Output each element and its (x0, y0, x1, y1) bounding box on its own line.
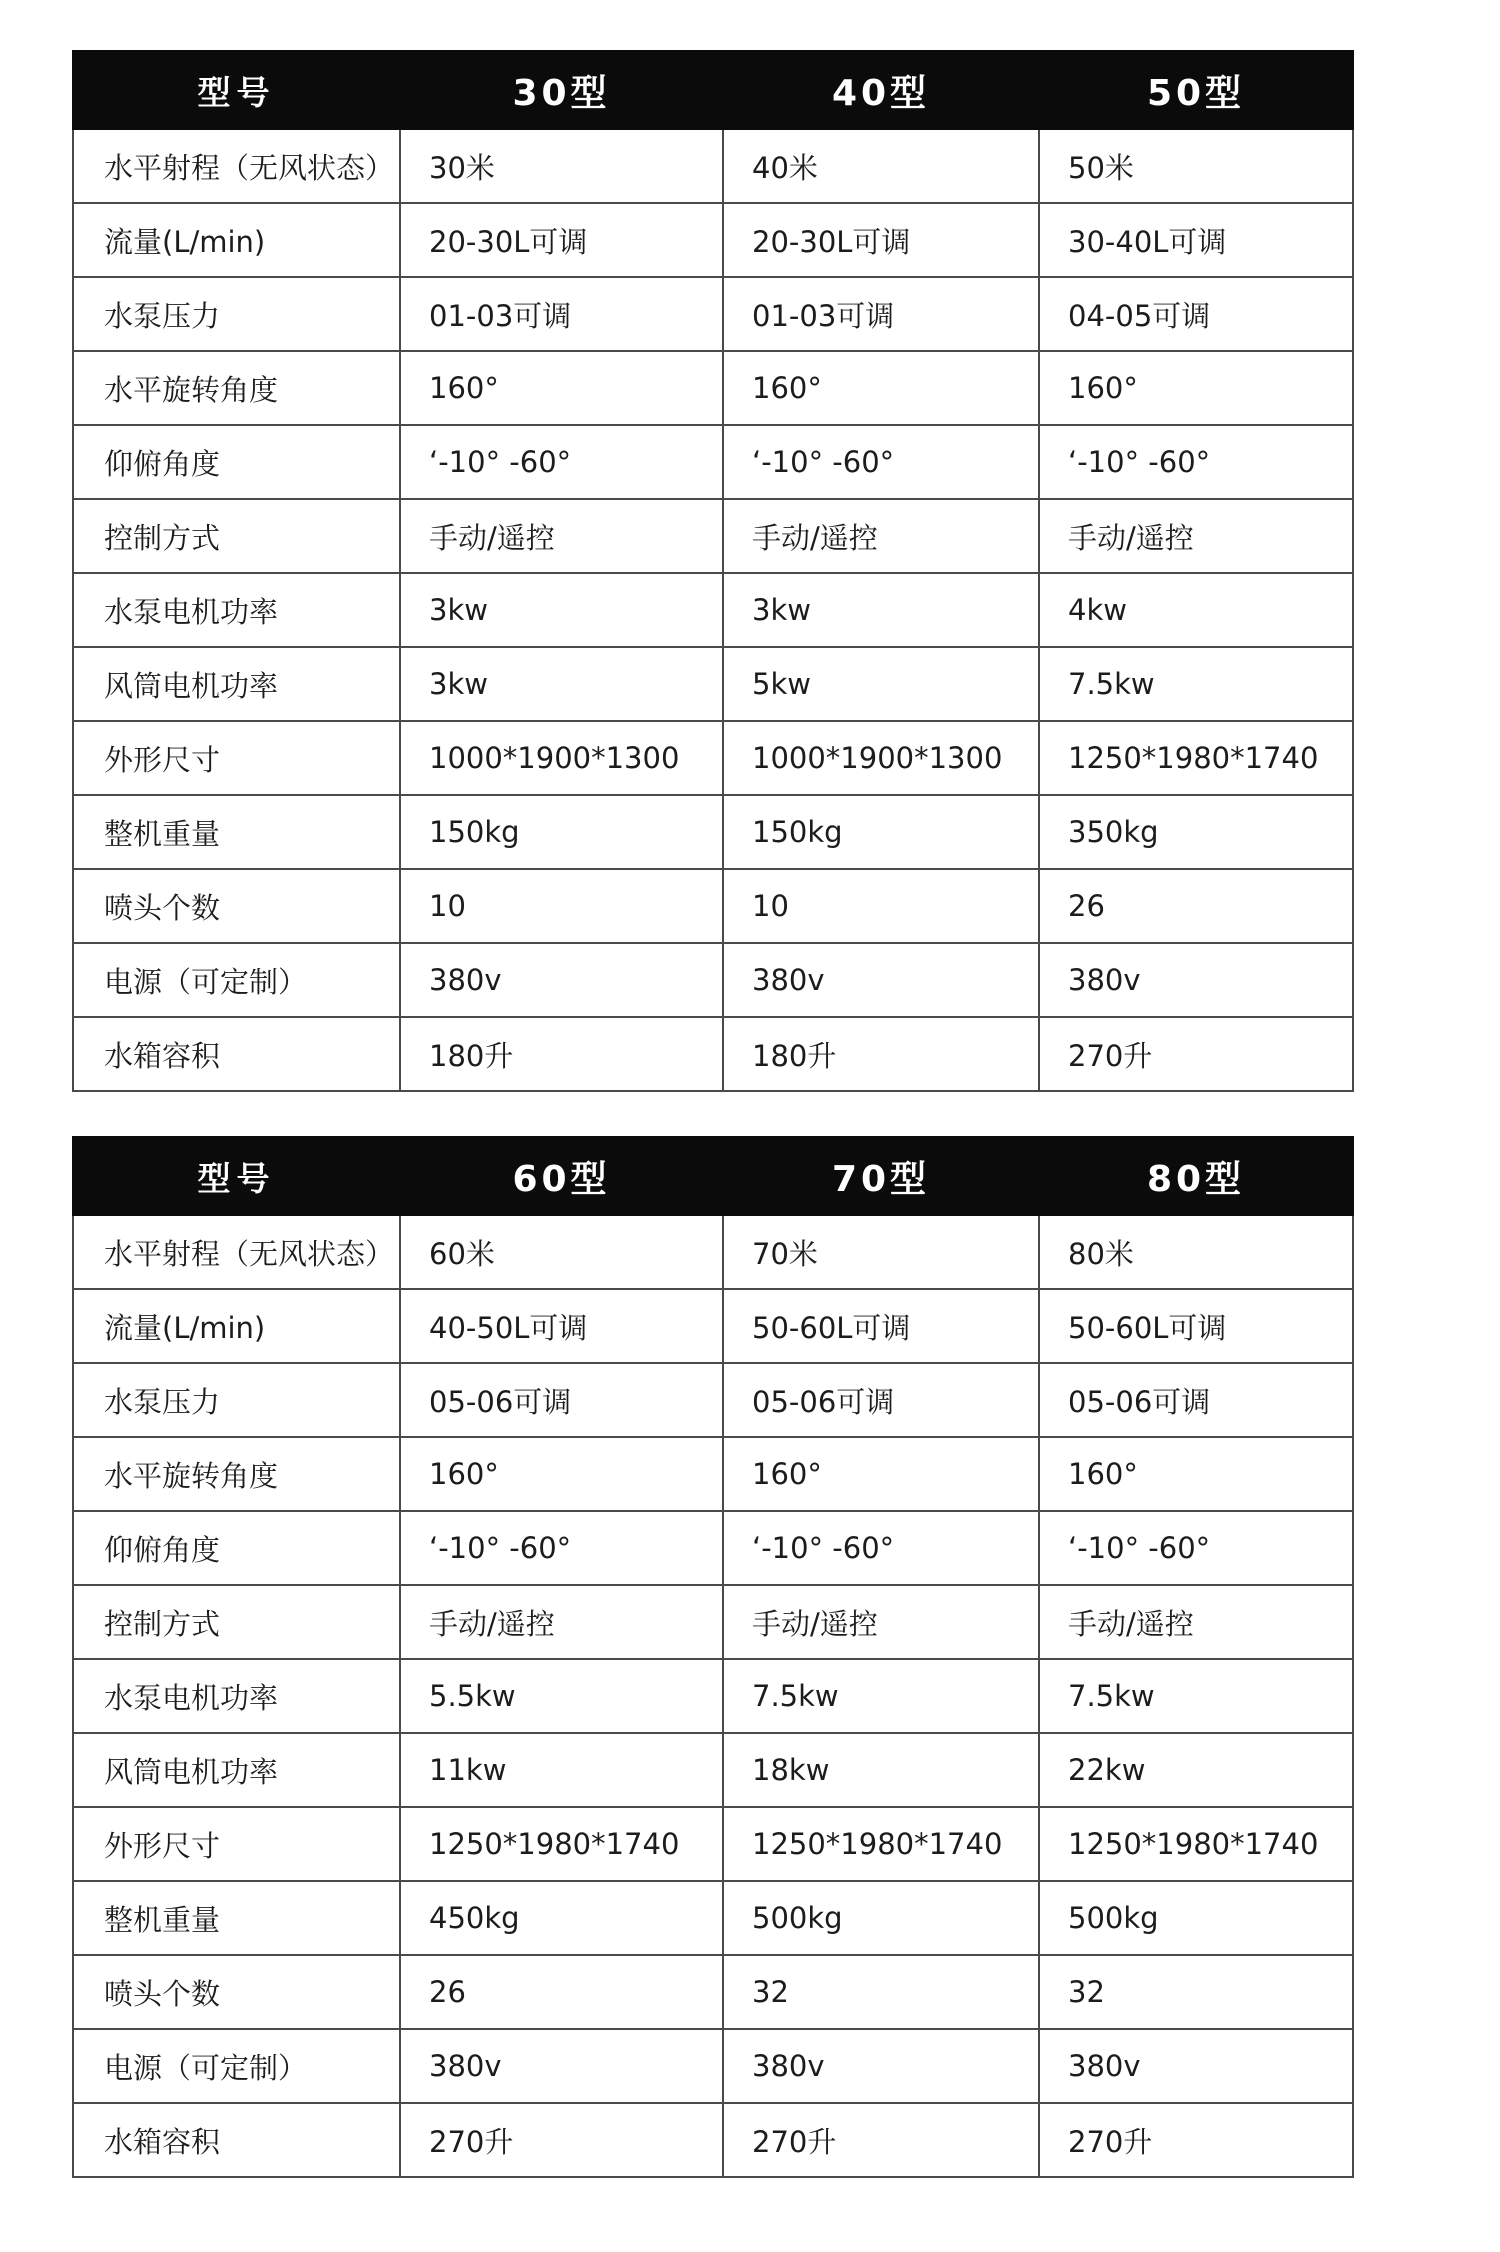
spec-label: 水平旋转角度 (73, 351, 400, 425)
spec-value: 380v (400, 2029, 723, 2103)
spec-value: 270升 (400, 2103, 723, 2177)
spec-value: 270升 (723, 2103, 1039, 2177)
spec-value: 1250*1980*1740 (400, 1807, 723, 1881)
spec-value: ‘-10° -60° (723, 1511, 1039, 1585)
spec-value: 手动/遥控 (723, 1585, 1039, 1659)
spec-label: 风筒电机功率 (73, 1733, 400, 1807)
spec-value: 380v (400, 943, 723, 1017)
table-row (73, 1659, 1353, 1733)
header-row (73, 51, 1353, 129)
table-row (73, 1363, 1353, 1437)
spec-value: 01-03可调 (400, 277, 723, 351)
spec-value: 160° (1039, 1437, 1353, 1511)
spec-value: 10 (723, 869, 1039, 943)
table-row (73, 1881, 1353, 1955)
spec-label: 水箱容积 (73, 2103, 400, 2177)
spec-value: 20-30L可调 (400, 203, 723, 277)
spec-value: 18kw (723, 1733, 1039, 1807)
spec-value: 180升 (723, 1017, 1039, 1091)
spec-table-2-body (73, 1215, 1353, 2177)
table-row (73, 425, 1353, 499)
table-row (73, 573, 1353, 647)
spec-value: 26 (400, 1955, 723, 2029)
spec-value: 05-06可调 (400, 1363, 723, 1437)
spec-table-1 (72, 50, 1354, 1092)
table-row (73, 647, 1353, 721)
spec-value: 270升 (1039, 1017, 1353, 1091)
header-model-50: 50型 (1039, 51, 1353, 129)
table-row (73, 203, 1353, 277)
spec-value: 3kw (723, 573, 1039, 647)
header-model-70: 70型 (723, 1137, 1039, 1215)
header-model-label: 型号 (73, 51, 400, 129)
table-row (73, 1017, 1353, 1091)
spec-label: 整机重量 (73, 795, 400, 869)
spec-value: 1250*1980*1740 (1039, 721, 1353, 795)
table-row (73, 721, 1353, 795)
spec-label: 电源（可定制） (73, 943, 400, 1017)
table-row (73, 1585, 1353, 1659)
table-row (73, 499, 1353, 573)
spec-value: 1000*1900*1300 (400, 721, 723, 795)
spec-value: 160° (723, 351, 1039, 425)
spec-value: 50-60L可调 (1039, 1289, 1353, 1363)
table-row (73, 943, 1353, 1017)
spec-value: 7.5kw (1039, 647, 1353, 721)
spec-value: 180升 (400, 1017, 723, 1091)
spec-value: 5kw (723, 647, 1039, 721)
table-row (73, 351, 1353, 425)
table-row (73, 1215, 1353, 1289)
table-row (73, 1437, 1353, 1511)
spec-label: 水平旋转角度 (73, 1437, 400, 1511)
table-row (73, 2029, 1353, 2103)
spec-value: 20-30L可调 (723, 203, 1039, 277)
table-row (73, 1733, 1353, 1807)
spec-value: 160° (723, 1437, 1039, 1511)
spec-value: 380v (723, 943, 1039, 1017)
spec-label: 流量(L/min) (73, 203, 400, 277)
spec-value: 1250*1980*1740 (1039, 1807, 1353, 1881)
spec-label: 外形尺寸 (73, 721, 400, 795)
spec-value: 手动/遥控 (1039, 499, 1353, 573)
spec-value: 1000*1900*1300 (723, 721, 1039, 795)
spec-label: 水泵压力 (73, 1363, 400, 1437)
spec-label: 喷头个数 (73, 869, 400, 943)
spec-value: 160° (1039, 351, 1353, 425)
spec-value: 3kw (400, 647, 723, 721)
spec-value: 1250*1980*1740 (723, 1807, 1039, 1881)
spec-value: 26 (1039, 869, 1353, 943)
spec-value: 11kw (400, 1733, 723, 1807)
spec-label: 仰俯角度 (73, 425, 400, 499)
spec-label: 水泵电机功率 (73, 573, 400, 647)
header-model-30: 30型 (400, 51, 723, 129)
spec-value: 手动/遥控 (1039, 1585, 1353, 1659)
header-model-40: 40型 (723, 51, 1039, 129)
spec-label: 仰俯角度 (73, 1511, 400, 1585)
spec-label: 风筒电机功率 (73, 647, 400, 721)
table-row (73, 795, 1353, 869)
header-model-60: 60型 (400, 1137, 723, 1215)
spec-value: 270升 (1039, 2103, 1353, 2177)
spec-label: 外形尺寸 (73, 1807, 400, 1881)
spec-value: ‘-10° -60° (723, 425, 1039, 499)
spec-label: 整机重量 (73, 1881, 400, 1955)
spec-value: 450kg (400, 1881, 723, 1955)
spec-value: 500kg (723, 1881, 1039, 1955)
spec-value: 7.5kw (723, 1659, 1039, 1733)
header-model-label: 型号 (73, 1137, 400, 1215)
spec-value: 05-06可调 (723, 1363, 1039, 1437)
header-row (73, 1137, 1353, 1215)
spec-label: 水泵电机功率 (73, 1659, 400, 1733)
spec-table-1-body (73, 129, 1353, 1091)
spec-label: 水箱容积 (73, 1017, 400, 1091)
spec-label: 电源（可定制） (73, 2029, 400, 2103)
spec-label: 喷头个数 (73, 1955, 400, 2029)
spec-value: ‘-10° -60° (1039, 425, 1353, 499)
spec-value: 30米 (400, 129, 723, 203)
spec-label: 水平射程（无风状态） (73, 1215, 400, 1289)
spec-value: ‘-10° -60° (400, 425, 723, 499)
spec-value: 5.5kw (400, 1659, 723, 1733)
spec-value: 7.5kw (1039, 1659, 1353, 1733)
spec-value: 10 (400, 869, 723, 943)
spec-value: 160° (400, 351, 723, 425)
spec-label: 水平射程（无风状态） (73, 129, 400, 203)
spec-value: 32 (1039, 1955, 1353, 2029)
spec-value: 40-50L可调 (400, 1289, 723, 1363)
table-row (73, 1511, 1353, 1585)
spec-value: 04-05可调 (1039, 277, 1353, 351)
spec-value: 500kg (1039, 1881, 1353, 1955)
table-row (73, 1955, 1353, 2029)
table-row (73, 869, 1353, 943)
table-row (73, 2103, 1353, 2177)
spec-value: 50米 (1039, 129, 1353, 203)
spec-value: 手动/遥控 (400, 499, 723, 573)
spec-value: ‘-10° -60° (1039, 1511, 1353, 1585)
spec-label: 控制方式 (73, 499, 400, 573)
spec-value: 30-40L可调 (1039, 203, 1353, 277)
spec-value: 160° (400, 1437, 723, 1511)
spec-value: 150kg (723, 795, 1039, 869)
spec-value: 60米 (400, 1215, 723, 1289)
spec-value: 380v (1039, 943, 1353, 1017)
header-model-80: 80型 (1039, 1137, 1353, 1215)
spec-value: 80米 (1039, 1215, 1353, 1289)
spec-value: 05-06可调 (1039, 1363, 1353, 1437)
spec-value: 22kw (1039, 1733, 1353, 1807)
spec-label: 水泵压力 (73, 277, 400, 351)
spec-value: 手动/遥控 (723, 499, 1039, 573)
spec-value: 350kg (1039, 795, 1353, 869)
spec-table-2 (72, 1136, 1354, 2178)
table-row (73, 1807, 1353, 1881)
spec-value: 手动/遥控 (400, 1585, 723, 1659)
spec-value: 40米 (723, 129, 1039, 203)
table-row (73, 129, 1353, 203)
spec-value: 01-03可调 (723, 277, 1039, 351)
spec-value: 70米 (723, 1215, 1039, 1289)
spec-value: 4kw (1039, 573, 1353, 647)
spec-label: 流量(L/min) (73, 1289, 400, 1363)
spec-value: 380v (723, 2029, 1039, 2103)
spec-label: 控制方式 (73, 1585, 400, 1659)
spec-value: 380v (1039, 2029, 1353, 2103)
spec-value: 50-60L可调 (723, 1289, 1039, 1363)
table-row (73, 277, 1353, 351)
spec-value: ‘-10° -60° (400, 1511, 723, 1585)
spec-value: 3kw (400, 573, 723, 647)
spec-value: 32 (723, 1955, 1039, 2029)
table-row (73, 1289, 1353, 1363)
spec-value: 150kg (400, 795, 723, 869)
